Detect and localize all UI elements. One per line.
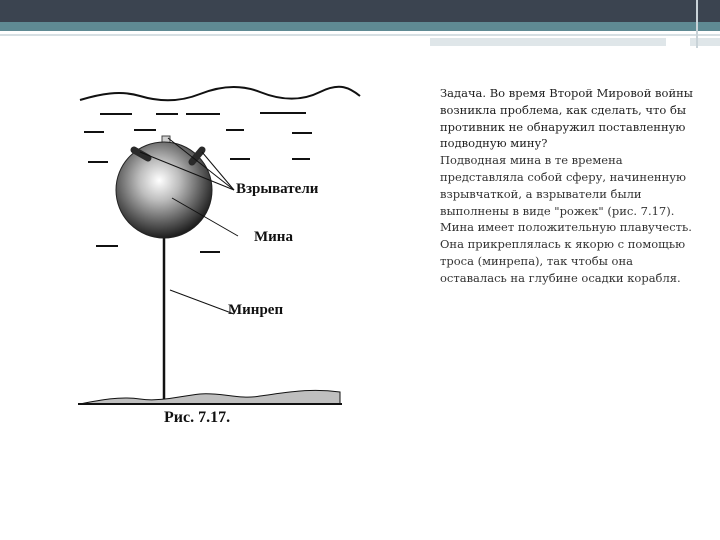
header-stripe — [0, 22, 720, 31]
header-bar — [0, 0, 720, 22]
mine-figure — [60, 70, 370, 440]
task-paragraph: Задача. Во время Второй Мировой войны возникла проблема, как сделать, что бы противник не обнаружил поставленную подводную мину? — [440, 86, 693, 151]
header-line — [0, 34, 720, 36]
header-deco-block — [430, 38, 666, 46]
header-separator — [696, 0, 698, 48]
label-mine: Мина — [254, 229, 293, 245]
mine-illustration — [60, 70, 370, 440]
header-deco-block-right — [690, 38, 720, 46]
water-surface — [80, 87, 360, 101]
label-fuzes: Взрыватели — [236, 181, 319, 197]
slide-text — [440, 85, 702, 287]
seabed — [80, 390, 340, 404]
description-paragraph: Подводная мина в те времена представляла собой сферу, начиненную взрывчаткой, а взрыватели были выполнены в виде "рожек" (рис. 7.17). Мина имеет положительную плавучесть. Она прикреплялась к якорю с помощью троса (минрепа), так чтобы она оставалась на глубине осадки корабля. — [440, 153, 692, 285]
figure-caption: Рис. 7.17. — [164, 409, 231, 426]
label-cable: Минреп — [228, 302, 284, 318]
